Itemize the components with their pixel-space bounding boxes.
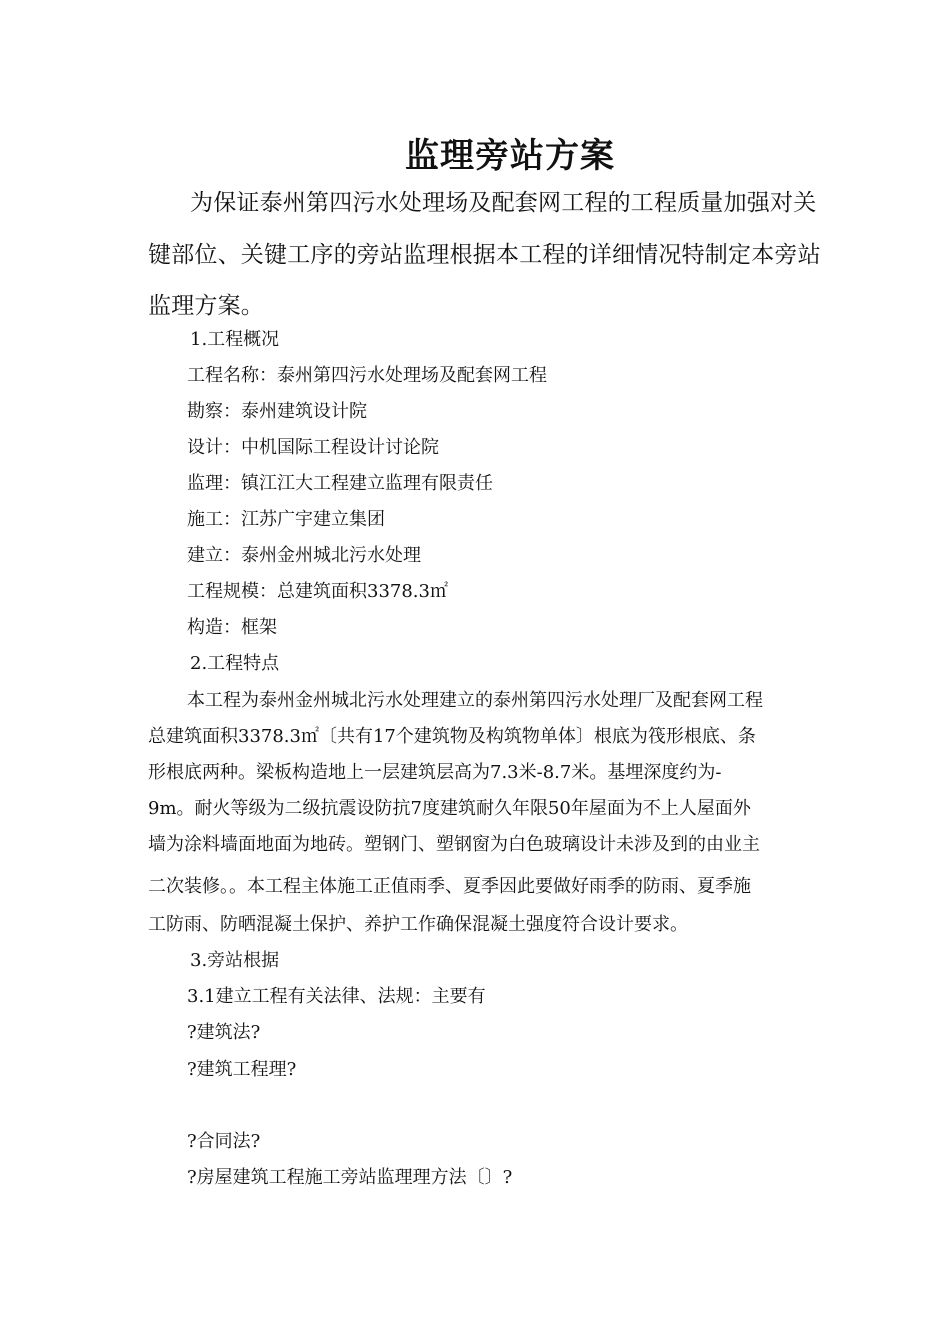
intro-line-1: 为保证泰州第四污水处理场及配套网工程的工程质量加强对关	[190, 190, 817, 216]
overview-item: 施工：江苏广宇建立集团	[187, 509, 385, 530]
features-line: 墙为涂料墙面地面为地砖。塑钢门、塑钢窗为白色玻璃设计未涉及到的由业主	[148, 834, 760, 855]
law-item: ?建筑法?	[187, 1022, 261, 1043]
overview-item: 工程规模：总建筑面积3378.3㎡	[187, 581, 448, 602]
features-line: 形根底两种。梁板构造地上一层建筑层高为7.3米-8.7米。基埋深度约为-	[148, 762, 722, 783]
intro-line-2: 键部位、关键工序的旁站监理根据本工程的详细情况特制定本旁站	[148, 242, 821, 268]
law-item: ?建筑工程理?	[187, 1059, 297, 1080]
section-heading-basis: 3.旁站根据	[190, 950, 280, 971]
features-line: 总建筑面积3378.3㎡〔共有17个建筑物及构筑物单体〕根底为筏形根底、条	[148, 726, 756, 747]
features-line: 9m。耐火等级为二级抗震设防抗7度建筑耐久年限50年屋面为不上人屋面外	[148, 798, 751, 819]
overview-item: 勘察：泰州建筑设计院	[187, 401, 367, 422]
basis-subheading: 3.1建立工程有关法律、法规：主要有	[187, 986, 486, 1007]
overview-item: 工程名称：泰州第四污水处理场及配套网工程	[187, 365, 547, 386]
features-line: 工防雨、防晒混凝土保护、养护工作确保混凝土强度符合设计要求。	[148, 914, 688, 935]
section-heading-overview: 1.工程概况	[190, 329, 280, 350]
overview-item: 监理：镇江江大工程建立监理有限责任	[187, 473, 493, 494]
law-item: ?合同法?	[187, 1131, 261, 1152]
section-heading-features: 2.工程特点	[190, 653, 280, 674]
law-item: ?房屋建筑工程施工旁站监理理方法〔〕?	[187, 1167, 513, 1188]
features-line: 本工程为泰州金州城北污水处理建立的泰州第四污水处理厂及配套网工程	[187, 690, 763, 711]
overview-item: 建立：泰州金州城北污水处理	[187, 545, 421, 566]
page-title: 监理旁站方案	[405, 136, 615, 176]
features-line: 二次装修。。本工程主体施工正值雨季、夏季因此要做好雨季的防雨、夏季施	[148, 876, 751, 897]
overview-item: 设计：中机国际工程设计讨论院	[187, 437, 439, 458]
overview-item: 构造：框架	[187, 617, 277, 638]
intro-line-3: 监理方案。	[148, 293, 264, 319]
